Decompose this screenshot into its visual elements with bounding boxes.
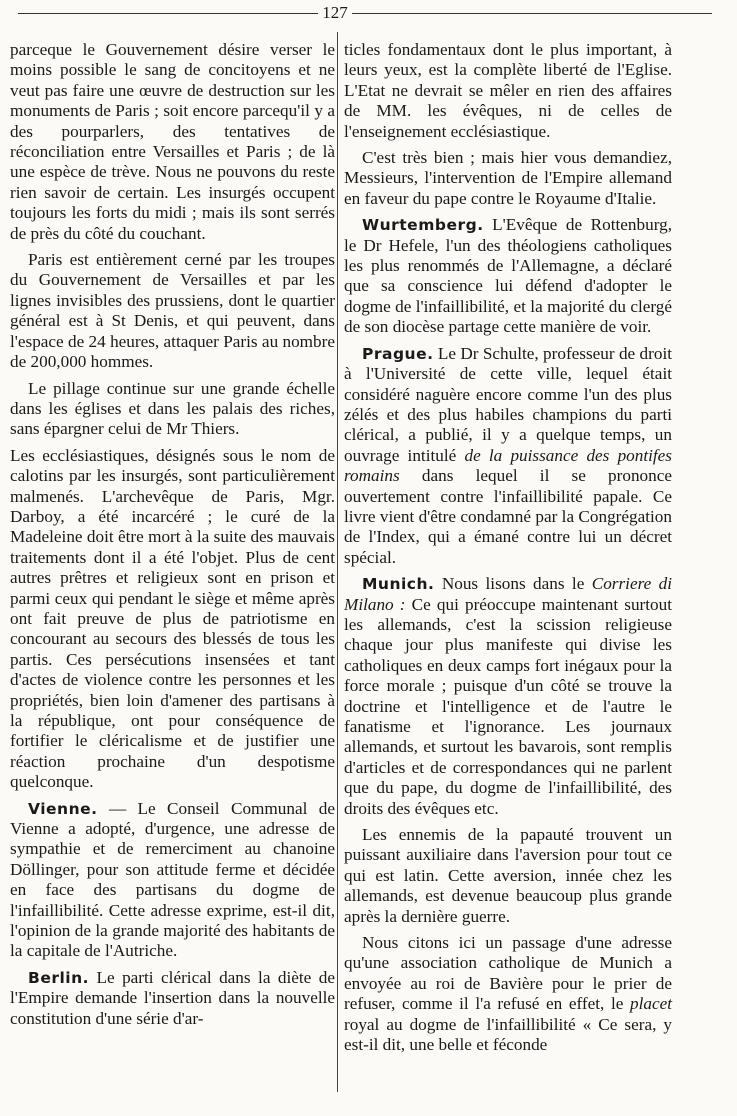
right-column: [344, 40, 672, 1062]
paragraph: Le pillage continue sur une grande échelle dans les églises et dans les palais des riches, sans épargner celui de Mr Thiers.: [10, 378, 335, 439]
left-column: [10, 40, 335, 1035]
paragraph-body: Nous lisons dans le: [441, 574, 592, 594]
section-heading: Vienne.: [28, 799, 98, 818]
paragraph: [344, 933, 672, 1055]
news-item-munich: [344, 574, 672, 819]
section-heading: Berlin.: [28, 968, 90, 987]
paragraph-body: L'Evêque de Rottenburg, le Dr Hefele, l'un des théologiens catholiques les plus renommés de l'Allemagne, a déclaré que sa conscience lui défend d'adopter le dogme de l'infaillibilité, et la majorité du clergé de son diocèse partage cette manière de voir.: [344, 215, 672, 337]
paragraph-body: — Le Conseil Communal de Vienne a adopté, d'urgence, une adresse de sympathie et de remerciment au chanoine Döllinger, pour son attitude ferme et décidée en face des partisans du dogme de l'infaillibilité. Cette adresse exprime, est-il dit, l'opinion de la grande majorité des habitants de la capitale de l'Autriche.: [10, 798, 335, 961]
news-item-prague: [344, 344, 672, 568]
page-header: [0, 0, 737, 30]
paragraph: C'est très bien ; mais hier vous demandiez, Messieurs, l'intervention de l'Empire allemand en faveur du pape contre le Royaume d'Italie.: [344, 148, 672, 208]
paragraph-body: dans lequel il se prononce ouvertement contre l'infaillibilité papale. Ce livre vient d'être condamné par la Congrégation de l'Index, qui a émané contre lui un décret spécial.: [344, 466, 672, 567]
paragraph: Les ennemis de la papauté trouvent un puissant auxiliaire dans l'aversion pour tout ce qui est latin. Cette aversion, innée chez les allemands, est devenue beaucoup plus grande après la dernière guerre.: [344, 825, 672, 926]
news-item-wurtemberg: [344, 215, 672, 337]
paragraph-body: royal au dogme de l'infaillibilité « Ce sera, y est-il dit, une belle et féconde: [344, 1014, 672, 1055]
header-rule-right: [352, 13, 712, 14]
news-item-vienne: [10, 799, 335, 962]
section-heading: Prague.: [362, 344, 434, 363]
paragraph-body: Ce qui préoccupe maintenant surtout les allemands, c'est la scission religieuse chaque jour plus manifeste qui divise les catholiques en deux camps fort inégaux pour la force morale ; puisque d'un côté se trouve la doctrine et l'intelligence et de l'autre le fanatisme et l'ignorance. Les journaux allemands, et surtout les bavarois, sont remplis d'articles et de correspondances qui ne parlent que du pape, du dogme de l'infaillibilité, des droits des évêques etc.: [344, 594, 672, 818]
paragraph: ticles fondamentaux dont le plus important, à leurs yeux, est la complète liberté de l'Eglise. L'Etat ne devrait se mêler en rien des affaires de MM. les évêques, ni de celles de l'enseignement ecclésiastique.: [344, 40, 672, 141]
italic-term: placet: [630, 994, 672, 1014]
news-item-berlin: [10, 968, 335, 1029]
page-number: 127: [322, 3, 348, 22]
section-heading: Munich.: [362, 575, 435, 594]
paragraph-body: Nous citons ici un passage d'une adresse qu'une association catholique de Munich a envoyée au roi de Bavière pour le prier de refuser, comme il l'a refusé en effet, le: [344, 933, 672, 1014]
paragraph: parceque le Gouvernement désire verser le moins possible le sang de concitoyens et ne veut pas faire une œuvre de destruction sur les monuments de Paris ; soit encore parcequ'il y a des pourparlers, des tentatives de réconciliation entre Versailles et Paris ; de là une espèce de trève. Nous ne pouvons du reste rien savoir de certain. Les insurgés occupent toujours les forts du midi ; mais ils sont serrés de près du côté du couchant.: [10, 40, 335, 243]
paragraph: Les ecclésiastiques, désignés sous le nom de calotins par les insurgés, sont particulièrement malmenés. L'archevêque de Paris, Mgr. Darboy, a été incarcéré ; le curé de la Madeleine doit être mort à la suite des mauvais traitements dont il a été l'objet. Plus de cent autres prêtres et religieux sont en prison et parmi ceux qui pendant le siège et même après ont fait preuve de plus de patriotisme en concourant au secours des blessés de tous les partis. Ces persécutions insensées et tant d'actes de violence contre les personnes et les propriétés, bien loin d'amener des partisans à la république, ont pour conséquence de fortifier le cléricalisme et de justifier une réaction prochaine d'un despotisme quelconque.: [10, 445, 335, 792]
paragraph-body: Le parti clérical dans la diète de l'Empire demande l'insertion dans la nouvelle constitution d'une série d'ar-: [10, 967, 335, 1028]
book-title: de la puissance des pontifes romains: [344, 445, 672, 486]
section-heading: Wurtemberg.: [362, 216, 484, 235]
column-divider: [337, 32, 338, 1092]
newspaper-title: Corriere di Milano :: [344, 574, 673, 614]
paragraph: Paris est entièrement cerné par les troupes du Gouvernement de Versailles et par les lignes invisibles des prussiens, dont le quartier général est à St Denis, et qui peuvent, dans l'espace de 24 heures, attaquer Paris au nombre de 200,000 hommes.: [10, 250, 335, 372]
paragraph-body: Le Dr Schulte, professeur de droit à l'Université de cette ville, lequel était considéré naguère encore comme l'un des plus zélés et des plus habiles champions du parti clérical, a publié, il y a quelque temps, un ouvrage intitulé: [344, 343, 673, 465]
header-rule-left: [18, 13, 318, 14]
